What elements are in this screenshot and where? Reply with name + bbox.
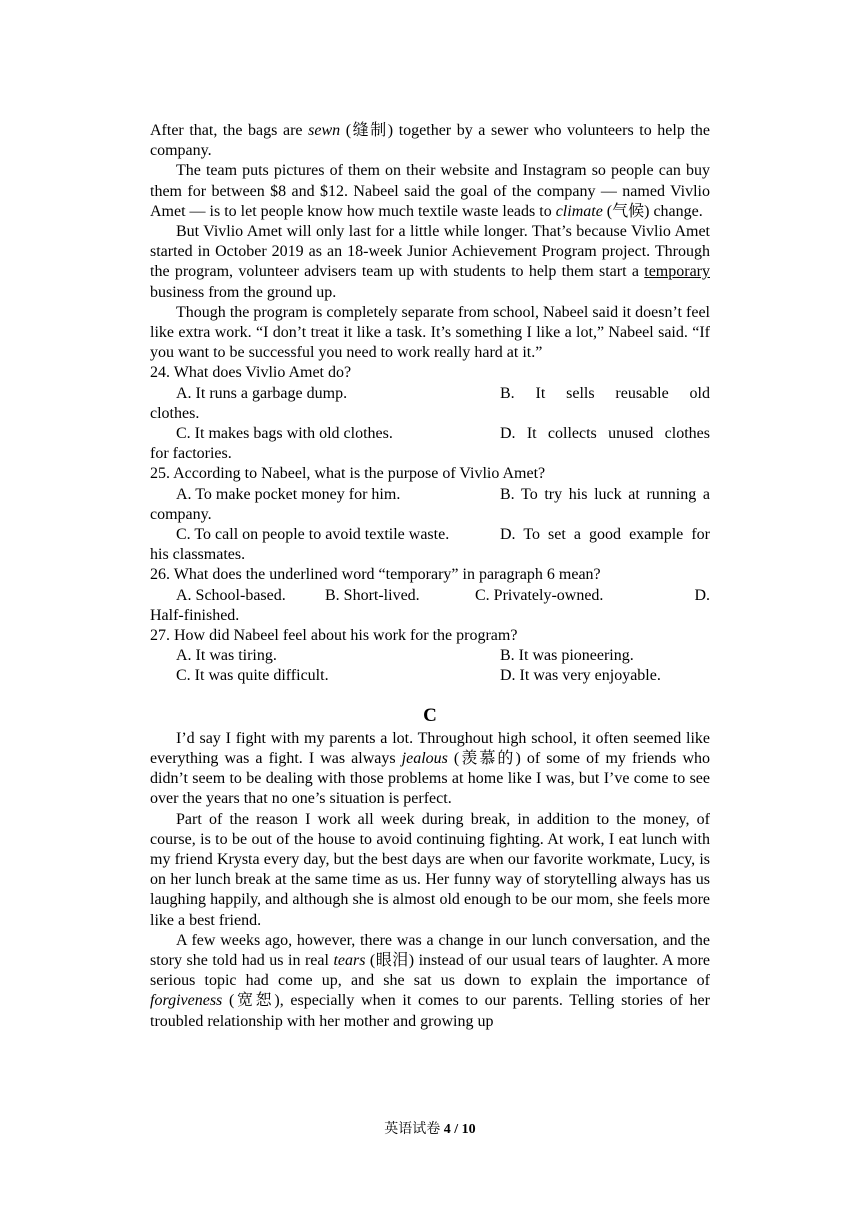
paragraph: Part of the reason I work all week during break, in addition to the money, of course, is to be out of the house to avoid continuing fighting. At work, I eat lunch with my friend Krysta every day, but the best days are when our favorite workmate, Lucy, is on her lunch break at the same time as us. Her funny way of storytelling always has us laughing happily, and although she is almost old enough to be our mom, she feels more like a best friend. bbox=[150, 810, 710, 929]
option-d-wrap: for factories. bbox=[150, 445, 232, 463]
question-25 bbox=[150, 464, 710, 565]
option-a: A. It was tiring. bbox=[176, 647, 277, 665]
option-b: B. It was pioneering. bbox=[500, 647, 634, 665]
paragraph: The team puts pictures of them on their website and Instagram so people can buy them for between $8 and $12. Nabeel said the goal of the company — named Vivlio Amet — is to let people know how much textile waste leads to climate (气候) change. bbox=[150, 162, 710, 220]
section-heading: C bbox=[423, 704, 437, 726]
question-stem: 25. According to Nabeel, what is the purpose of Vivlio Amet? bbox=[150, 465, 546, 483]
option-b-wrap: clothes. bbox=[150, 404, 200, 422]
page-number: 4 / 10 bbox=[443, 1122, 476, 1137]
option-b-wrap: company. bbox=[150, 505, 212, 523]
option-d: D. It collects unused clothes bbox=[500, 425, 710, 443]
option-d-wrap: his classmates. bbox=[150, 546, 246, 564]
underlined-word: temporary bbox=[644, 263, 710, 281]
option-c: C. To call on people to avoid textile waste. bbox=[176, 526, 450, 544]
option-b: B. Short-lived. bbox=[325, 586, 420, 604]
option-a: A. School-based. bbox=[176, 586, 286, 604]
paragraph: Though the program is completely separate from school, Nabeel said it doesn’t feel like extra work. “I don’t treat it like a task. It’s something I like a lot,” Nabeel said. “If you want to be successful you need to work really hard at it.” bbox=[150, 303, 710, 362]
option-a: A. It runs a garbage dump. bbox=[176, 384, 348, 402]
option-b: B. It sells reusable old bbox=[500, 384, 710, 402]
option-d: D. To set a good example for bbox=[500, 526, 710, 544]
option-c: C. It was quite difficult. bbox=[176, 667, 329, 685]
paragraph: But Vivlio Amet will only last for a little while longer. That’s because Vivlio Amet started in October 2019 as an 18-week Junior Achievement Program project. Through the program, volunteer advisers team up with students to help them start a temporary business from the ground up. bbox=[150, 223, 710, 301]
question-27 bbox=[150, 626, 710, 687]
question-24 bbox=[150, 363, 710, 464]
option-c: C. It makes bags with old clothes. bbox=[176, 425, 393, 443]
footer-label: 英语试卷 bbox=[384, 1122, 441, 1137]
page-footer bbox=[0, 1118, 860, 1138]
option-b: B. To try his luck at running a bbox=[500, 485, 710, 503]
option-d-wrap: Half-finished. bbox=[150, 606, 240, 624]
question-stem: 26. What does the underlined word “temporary” in paragraph 6 mean? bbox=[150, 566, 601, 584]
option-d: D. It was very enjoyable. bbox=[500, 667, 661, 685]
question-stem: 27. How did Nabeel feel about his work for the program? bbox=[150, 627, 518, 645]
option-c: C. Privately-owned. bbox=[475, 586, 604, 604]
paragraph: I’d say I fight with my parents a lot. Throughout high school, it often seemed like everything was a fight. I was always jealous (羡慕的) of some of my friends who didn’t seem to be dealing with those problems at home like I was, but I’ve come to see over the years that no one’s situation is perfect. bbox=[150, 729, 710, 808]
paragraph: After that, the bags are sewn (缝制) together by a sewer who volunteers to help the company. bbox=[150, 122, 710, 160]
option-a: A. To make pocket money for him. bbox=[176, 485, 401, 503]
question-26 bbox=[150, 565, 710, 626]
question-stem: 24. What does Vivlio Amet do? bbox=[150, 364, 352, 382]
document-page bbox=[150, 121, 710, 1032]
option-d: D. bbox=[694, 586, 710, 604]
paragraph: A few weeks ago, however, there was a change in our lunch conversation, and the story she told had us in real tears (眼泪) instead of our usual tears of laughter. A more serious topic had come up, and she sat us down to explain the importance of forgiveness (宽恕), especially when it comes to our parents. Telling stories of her troubled relationship with her mother and growing up bbox=[150, 931, 710, 1030]
